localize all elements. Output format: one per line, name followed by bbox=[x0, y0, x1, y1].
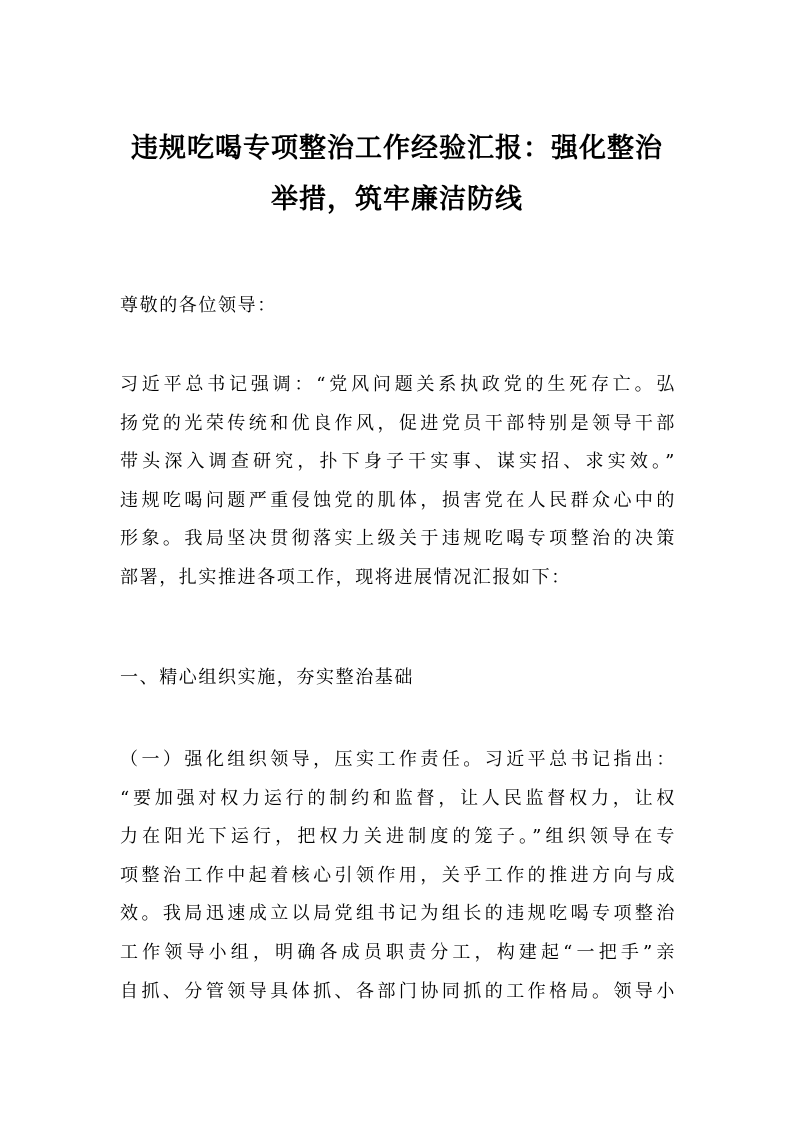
paragraph-1 bbox=[120, 366, 676, 598]
paragraph-2-line: “要加强对权力运行的制约和监督，让人民监督权力，让权 bbox=[120, 787, 676, 809]
paragraph-1-line: 形象。我局坚决贯彻落实上级关于违规吃喝专项整治的决策 bbox=[120, 528, 676, 550]
paragraph-1-line: 扬党的光荣传统和优良作风，促进党员干部特别是领导干部 bbox=[120, 412, 676, 434]
document-title bbox=[108, 123, 686, 225]
paragraph-2-line: 工作领导小组，明确各成员职责分工，构建起“一把手”亲 bbox=[120, 941, 676, 963]
paragraph-2-line: 效。我局迅速成立以局党组书记为组长的违规吃喝专项整治 bbox=[120, 903, 676, 925]
paragraph-1-line: 带头深入调查研究，扑下身子干实事、谋实招、求实效。” bbox=[120, 451, 676, 473]
greeting-text: 尊敬的各位领导： bbox=[120, 295, 277, 316]
greeting bbox=[120, 287, 676, 326]
title-line-2: 举措，筑牢廉洁防线 bbox=[271, 184, 523, 215]
paragraph-2-line: 项整治工作中起着核心引领作用，关乎工作的推进方向与成 bbox=[120, 864, 676, 886]
paragraph-2-line: 力在阳光下运行，把权力关进制度的笼子。”组织领导在专 bbox=[120, 826, 676, 848]
paragraph-2 bbox=[120, 741, 676, 1011]
paragraph-2-line: 自抓、分管领导具体抓、各部门协同抓的工作格局。领导小 bbox=[120, 980, 676, 1002]
title-line-1: 违规吃喝专项整治工作经验汇报：强化整治 bbox=[131, 133, 663, 164]
paragraph-1-line: 部署，扎实推进各项工作，现将进展情况汇报如下： bbox=[120, 566, 571, 588]
paragraph-2-line: （一）强化组织领导，压实工作责任。习近平总书记指出： bbox=[120, 749, 676, 770]
paragraph-1-line: 违规吃喝问题严重侵蚀党的肌体，损害党在人民群众心中的 bbox=[120, 489, 676, 511]
paragraph-1-line: 习近平总书记强调：“党风问题关系执政党的生死存亡。弘 bbox=[120, 374, 676, 395]
section-heading-1 bbox=[120, 659, 676, 698]
section-heading-1-text: 一、精心组织实施，夯实整治基础 bbox=[120, 667, 414, 688]
